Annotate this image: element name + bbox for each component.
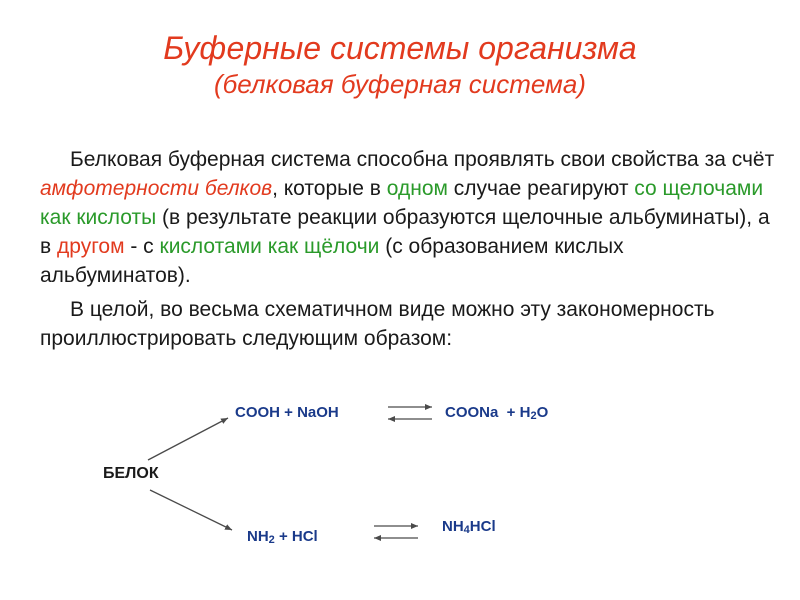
equilibrium-arrows-bottom xyxy=(374,526,418,538)
formula-part: O xyxy=(536,404,549,421)
formula-lower-left xyxy=(247,528,318,546)
formula-part: COONa + H xyxy=(445,404,531,421)
protein-label: БЕЛОК xyxy=(103,465,159,482)
formula-subscript: 2 xyxy=(268,534,275,546)
highlight-other: другом xyxy=(57,235,125,258)
text-segment: (в результате реакции образуются щелочные альбуминаты), а в xyxy=(40,206,770,258)
formula-subscript: 4 xyxy=(463,524,470,536)
formula-part: HCl xyxy=(469,518,496,535)
highlight-acid-as-alkali: кислотами как щёлочи xyxy=(159,235,380,258)
branch-arrow-down xyxy=(150,490,232,530)
equilibrium-arrows-top xyxy=(388,407,432,419)
formula-part: NH xyxy=(247,528,269,545)
branch-arrow-up xyxy=(148,418,228,460)
text-segment: , которые в xyxy=(272,177,387,200)
highlight-alkali-as-acid: со щелочами как кислоты xyxy=(40,177,764,229)
formula-part: NH xyxy=(442,518,464,535)
text-segment: (с образованием кислых альбуминатов). xyxy=(40,235,624,287)
formula-upper-right xyxy=(445,404,548,422)
paragraph-2: В целой, во весьма схематичном виде можно эту закономерность проиллюстрировать следующим образом: xyxy=(40,298,715,350)
title-subtitle: (белковая буферная система) xyxy=(214,69,586,99)
formula-part: + HCl xyxy=(274,528,318,545)
formula-upper-left: COOH + NaOH xyxy=(235,404,339,421)
text-segment: - с xyxy=(124,235,160,258)
title-main: Буферные системы организма xyxy=(163,30,637,66)
formula-lower-right xyxy=(442,518,496,536)
formula-subscript: 2 xyxy=(530,410,537,422)
text-segment: случае реагируют xyxy=(447,177,635,200)
text-segment: Белковая буферная система способна проявлять свои свойства за счёт xyxy=(70,148,775,171)
highlight-one: одном xyxy=(386,177,448,200)
highlight-amphoteric: амфотерности белков xyxy=(40,177,273,200)
